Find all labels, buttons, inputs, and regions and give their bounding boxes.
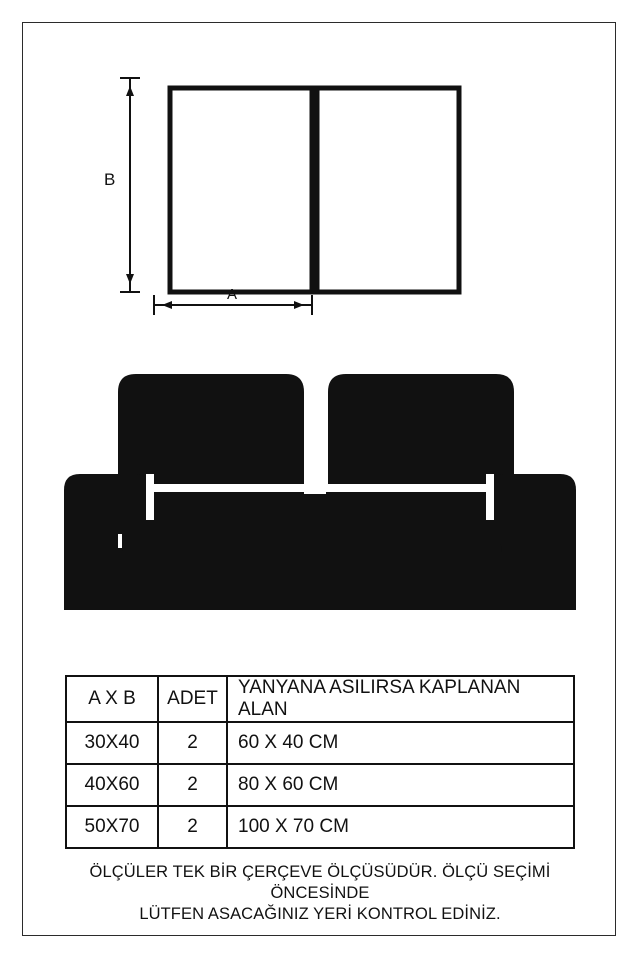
table-row [66, 722, 574, 764]
header-size: A X B [66, 676, 158, 722]
cell-size: 30X40 [66, 722, 158, 764]
cell-quantity: 2 [158, 764, 227, 806]
height-label: B [104, 170, 116, 189]
height-dimension-guide [120, 78, 140, 292]
cell-quantity: 2 [158, 722, 227, 764]
picture-frame-right [317, 88, 459, 292]
header-area: YANYANA ASILIRSA KAPLANAN ALAN [227, 676, 574, 722]
table-row [66, 806, 574, 848]
cell-size: 50X70 [66, 806, 158, 848]
cell-quantity: 2 [158, 806, 227, 848]
note-line-2: LÜTFEN ASACAĞINIZ YERİ KONTROL EDİNİZ. [139, 905, 501, 923]
width-label: A [227, 286, 238, 303]
sofa-icon [64, 374, 576, 610]
table-header-row [66, 676, 574, 722]
cell-area: 100 X 70 CM [238, 816, 349, 837]
header-quantity: ADET [158, 676, 227, 722]
picture-frame-left [170, 88, 312, 292]
note-line-1: ÖLÇÜLER TEK BİR ÇERÇEVE ÖLÇÜSÜDÜR. ÖLÇÜ SEÇİMİ ÖNCESİNDE [89, 863, 551, 902]
cell-area: 60 X 40 CM [227, 722, 574, 764]
measurement-note [50, 862, 590, 925]
size-table [65, 675, 575, 849]
cell-area: 80 X 60 CM [227, 764, 574, 806]
size-table-wrapper [65, 675, 575, 849]
table-row [66, 764, 574, 806]
cell-size: 40X60 [66, 764, 158, 806]
